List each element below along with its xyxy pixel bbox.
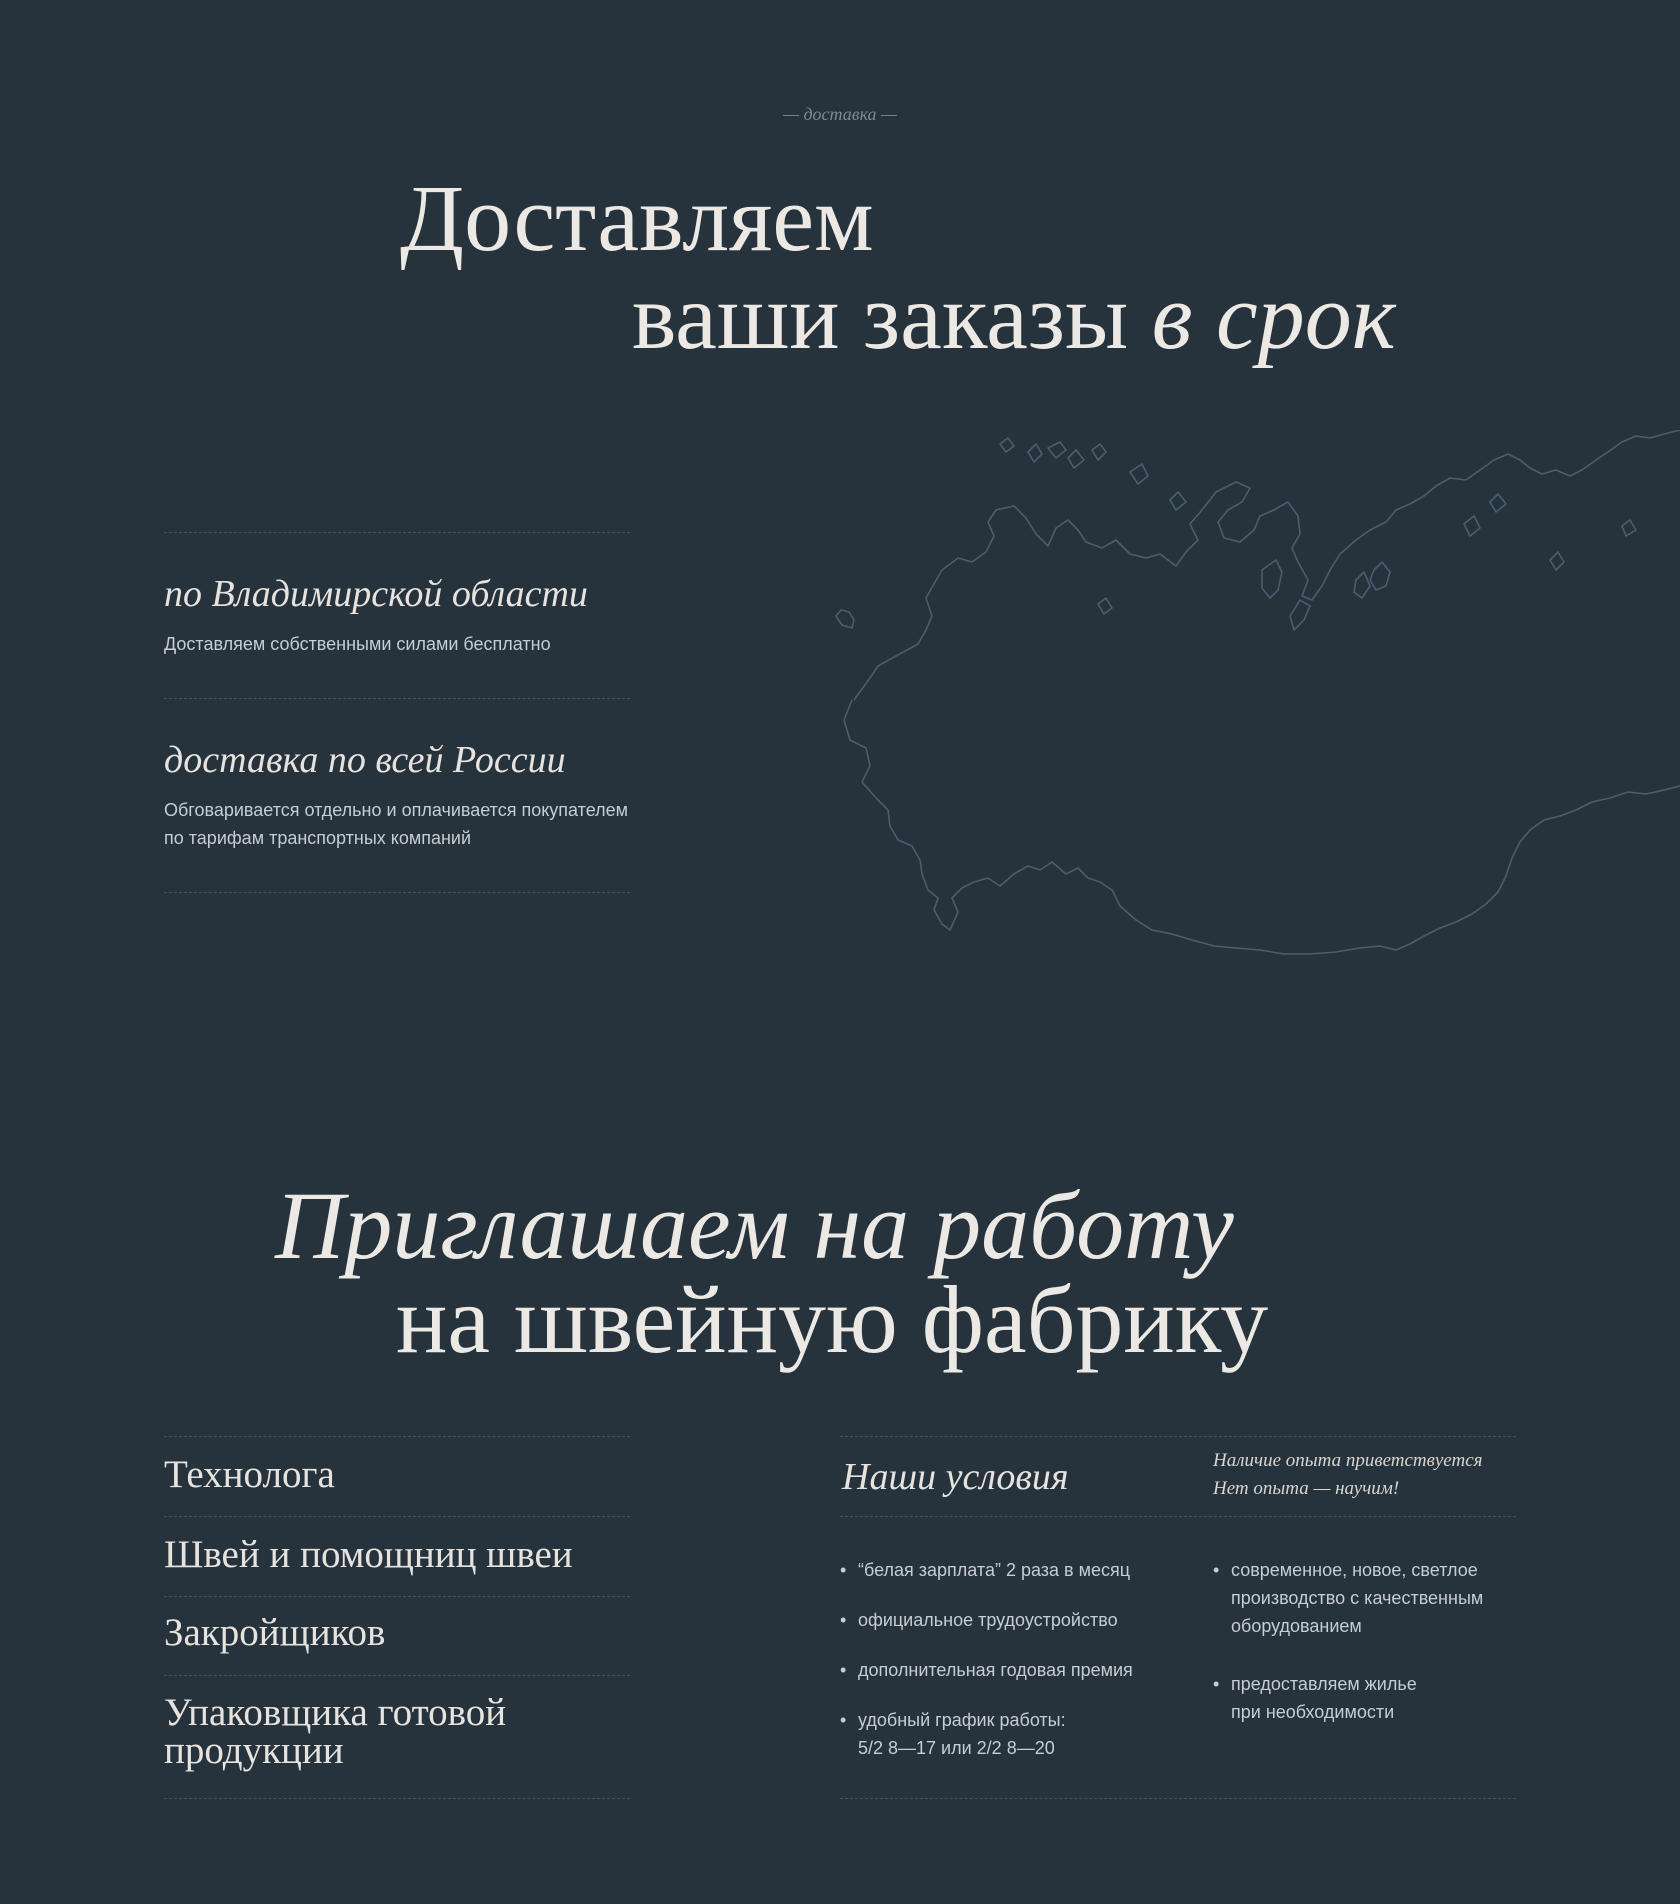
jobs-title-line2: на швейную фабрику (396, 1266, 1269, 1373)
delivery-title-line2-italic: в срок (1151, 265, 1396, 369)
delivery-item-region (164, 572, 644, 658)
conditions-title: Наши условия (842, 1456, 1069, 1498)
delivery-item-title: по Владимирской области (164, 573, 588, 615)
conditions-list-left (840, 1556, 1170, 1762)
position-item: Упаковщика готовой продукции (164, 1691, 507, 1772)
divider (164, 892, 630, 893)
divider (164, 1675, 630, 1676)
position-item: Швей и помощниц швеи (164, 1533, 573, 1576)
condition-item: • предоставляем жилье при необходимости (1213, 1670, 1451, 1726)
divider (840, 1798, 1516, 1799)
condition-item: • современное, новое, светлое производство с качественным оборудованием (1213, 1556, 1511, 1640)
delivery-item-title: доставка по всей России (164, 739, 566, 781)
position-item: Закройщиков (164, 1611, 386, 1654)
condition-item: • удобный график работы: 5/2 8—17 или 2/2 8—20 (840, 1706, 1083, 1762)
section-eyebrow: — доставка — (782, 104, 898, 124)
divider (164, 1596, 630, 1597)
delivery-title-line2-regular: ваши заказы (632, 265, 1152, 369)
divider (164, 1516, 630, 1517)
experience-note (1213, 1447, 1513, 1503)
condition-item: • официальное трудоустройство (840, 1606, 1170, 1634)
condition-item: • дополнительная годовая премия (840, 1656, 1170, 1684)
russia-map-icon (830, 430, 1680, 990)
condition-item: • “белая зарплата” 2 раза в месяц (840, 1556, 1170, 1584)
conditions-list-right (1213, 1556, 1513, 1726)
divider (840, 1516, 1516, 1517)
divider (164, 532, 630, 533)
delivery-item-text: Обговаривается отдельно и оплачивается покупателем по тарифам транспортных компаний (164, 800, 628, 848)
divider (164, 1436, 630, 1437)
jobs-title-line1-text: Приглашаем на работу (275, 1172, 1234, 1279)
position-item: Технолога (164, 1453, 335, 1496)
delivery-title-line2 (632, 265, 1396, 369)
experience-note-line2: Нет опыта — научим! (1213, 1478, 1400, 1499)
experience-note-line1: Наличие опыта приветствуется (1213, 1450, 1483, 1471)
jobs-title-line1 (275, 1172, 1234, 1279)
delivery-item-russia (164, 738, 644, 852)
divider (164, 698, 630, 699)
divider (164, 1798, 630, 1799)
delivery-title-line1: Доставляем (400, 167, 874, 271)
divider (840, 1436, 1516, 1437)
delivery-item-text: Доставляем собственными силами бесплатно (164, 634, 551, 654)
